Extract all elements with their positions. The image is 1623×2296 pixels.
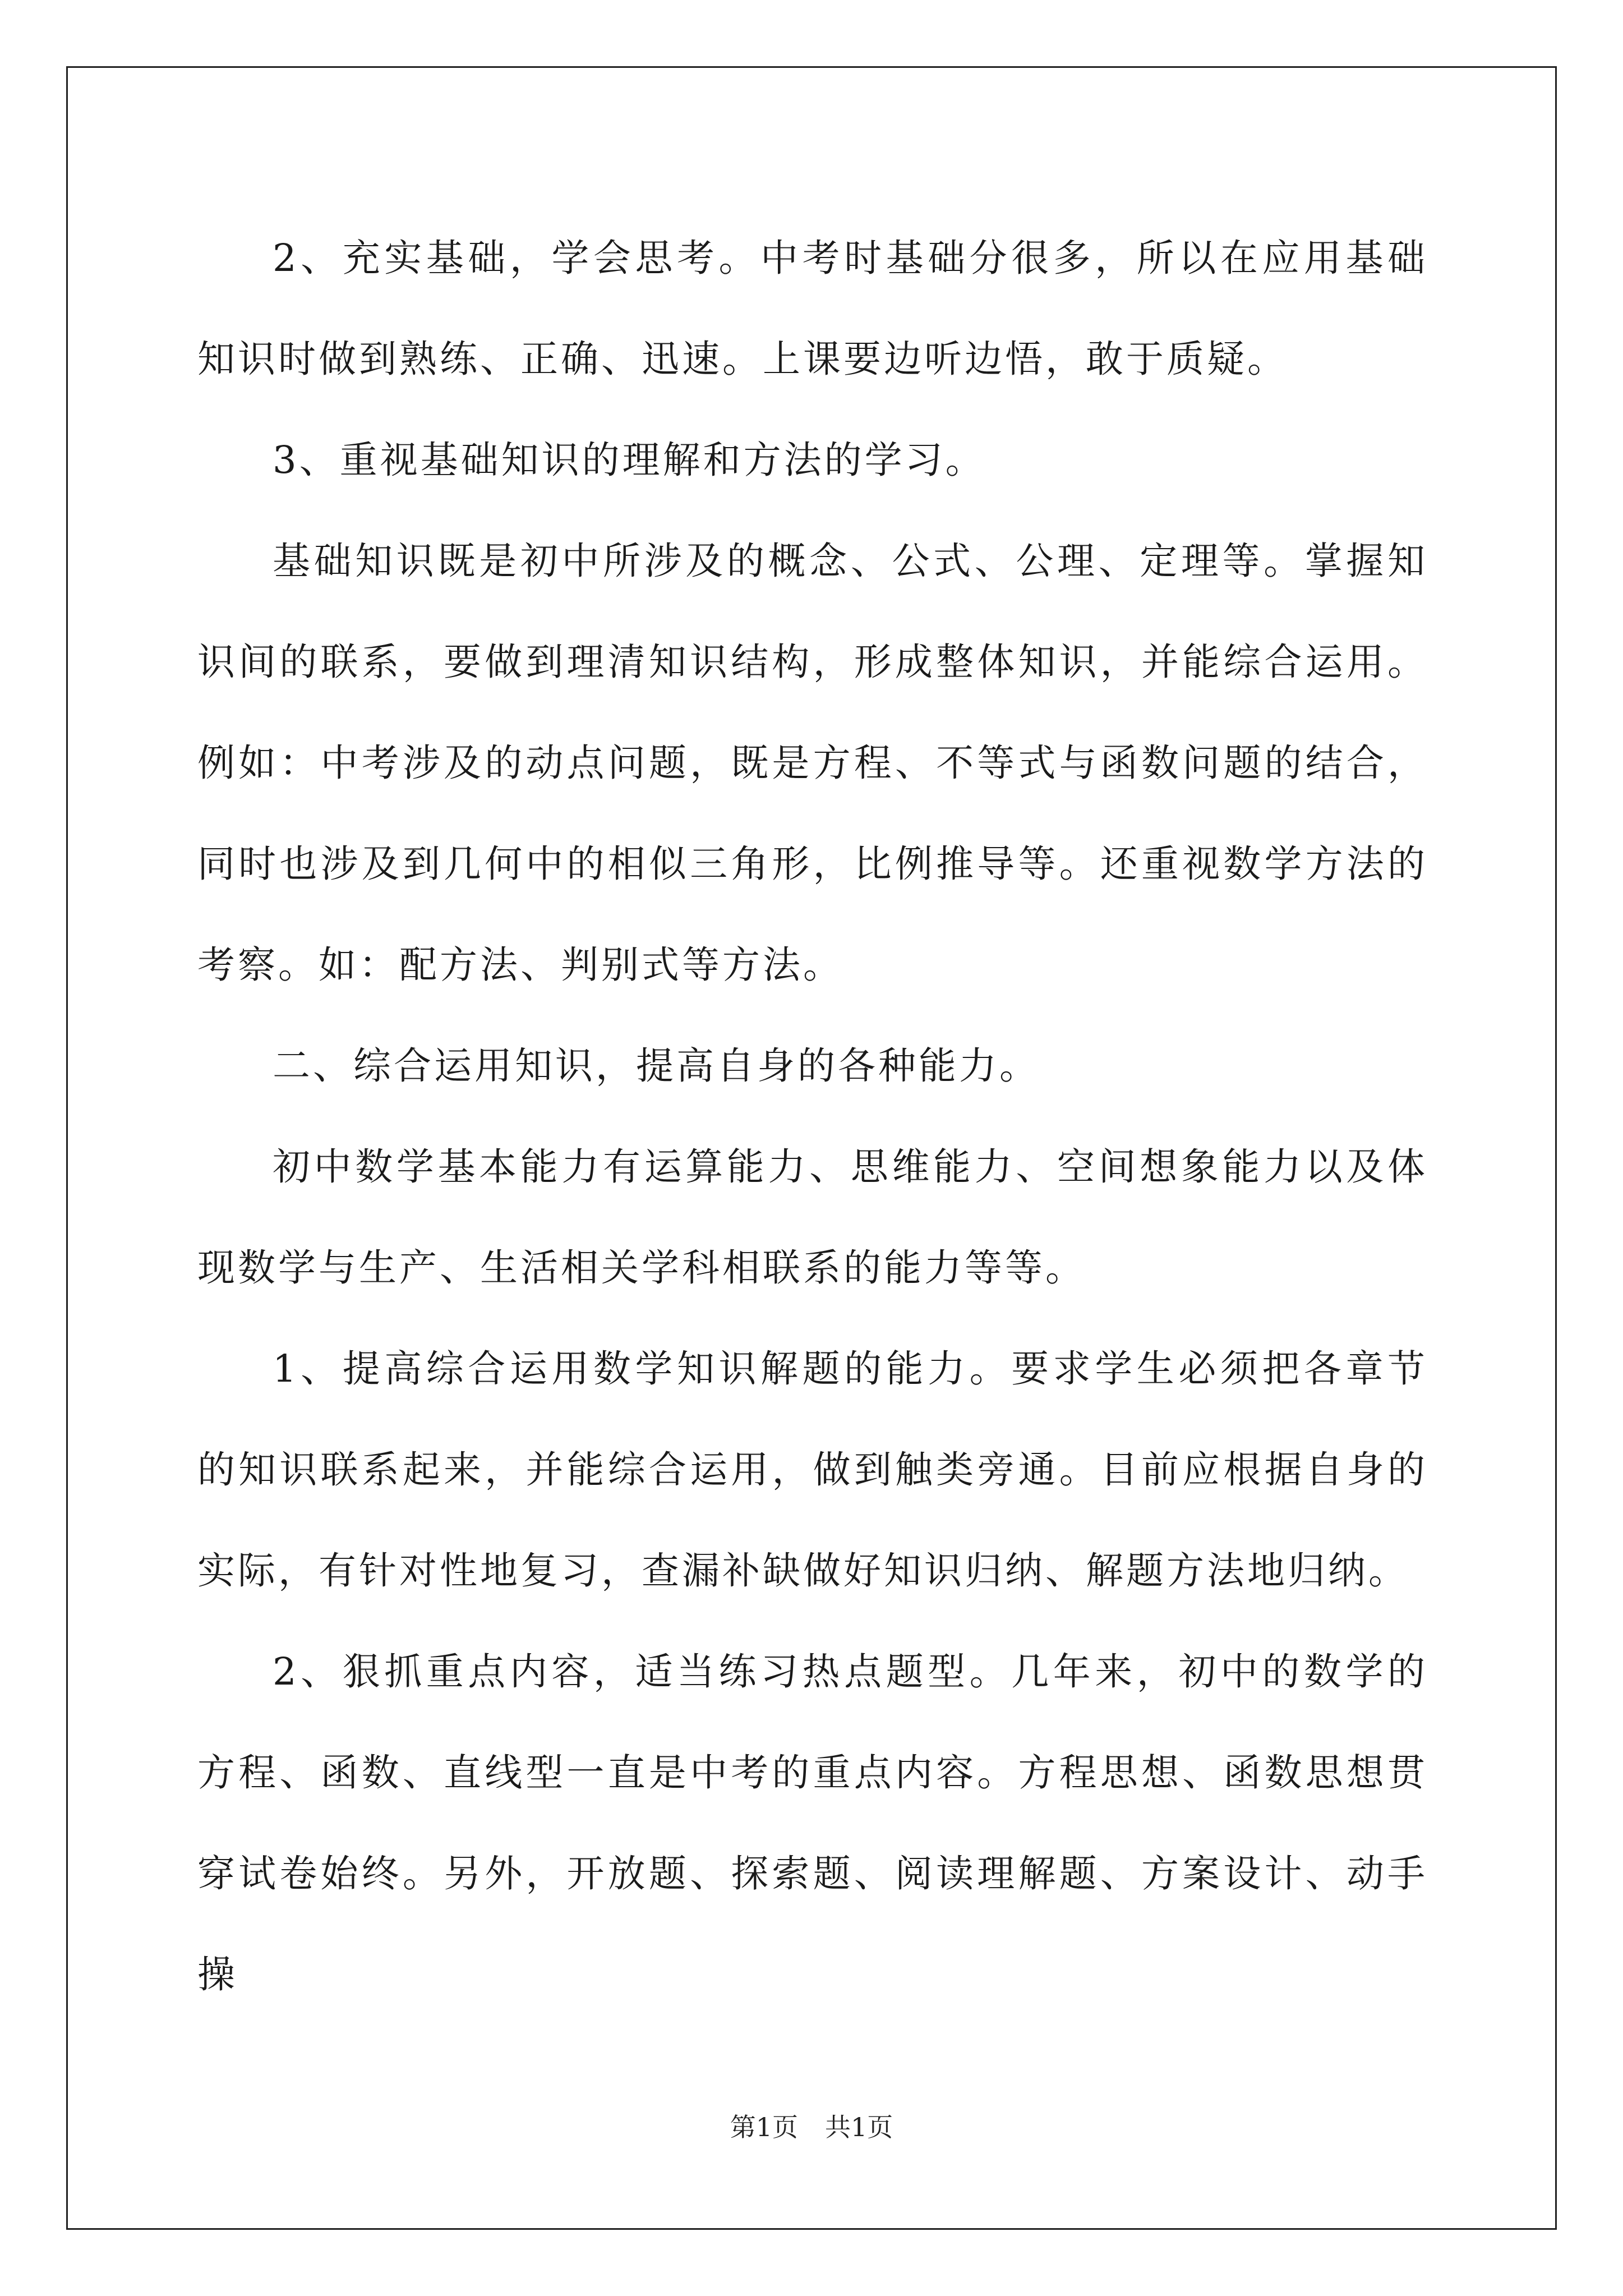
paragraph: 2、充实基础，学会思考。中考时基础分很多，所以在应用基础知识时做到熟练、正确、迅速。上课要边听边悟，敢于质疑。 — [197, 236, 1428, 381]
paragraph: 1、提高综合运用数学知识解题的能力。要求学生必须把各章节的知识联系起来，并能综合运用，做到触类旁通。目前应根据自身的实际，有针对性地复习，查漏补缺做好知识归纳、解题方法地归纳。 — [197, 1347, 1428, 1593]
paragraph: 初中数学基本能力有运算能力、思维能力、空间想象能力以及体现数学与生产、生活相关学科相联系的能力等等。 — [197, 1145, 1428, 1290]
paragraph: 基础知识既是初中所涉及的概念、公式、公理、定理等。掌握知识间的联系，要做到理清知识结构，形成整体知识，并能综合运用。例如：中考涉及的动点问题，既是方程、不等式与函数问题的结合，同时也涉及到几何中的相似三角形，比例推导等。还重视数学方法的考察。如：配方法、判别式等方法。 — [197, 539, 1428, 987]
page-number: 第1页 — [730, 2112, 798, 2142]
page-footer — [0, 2110, 1623, 2144]
document-body — [197, 208, 1428, 2025]
paragraph: 2、狠抓重点内容，适当练习热点题型。几年来，初中的数学的方程、函数、直线型一直是中考的重点内容。方程思想、函数思想贯穿试卷始终。另外，开放题、探索题、阅读理解题、方案设计、动手操 — [197, 1650, 1428, 1996]
page-total: 共1页 — [825, 2112, 893, 2142]
paragraph: 3、重视基础知识的理解和方法的学习。 — [273, 438, 986, 482]
paragraph: 二、综合运用知识，提高自身的各种能力。 — [273, 1044, 1040, 1088]
